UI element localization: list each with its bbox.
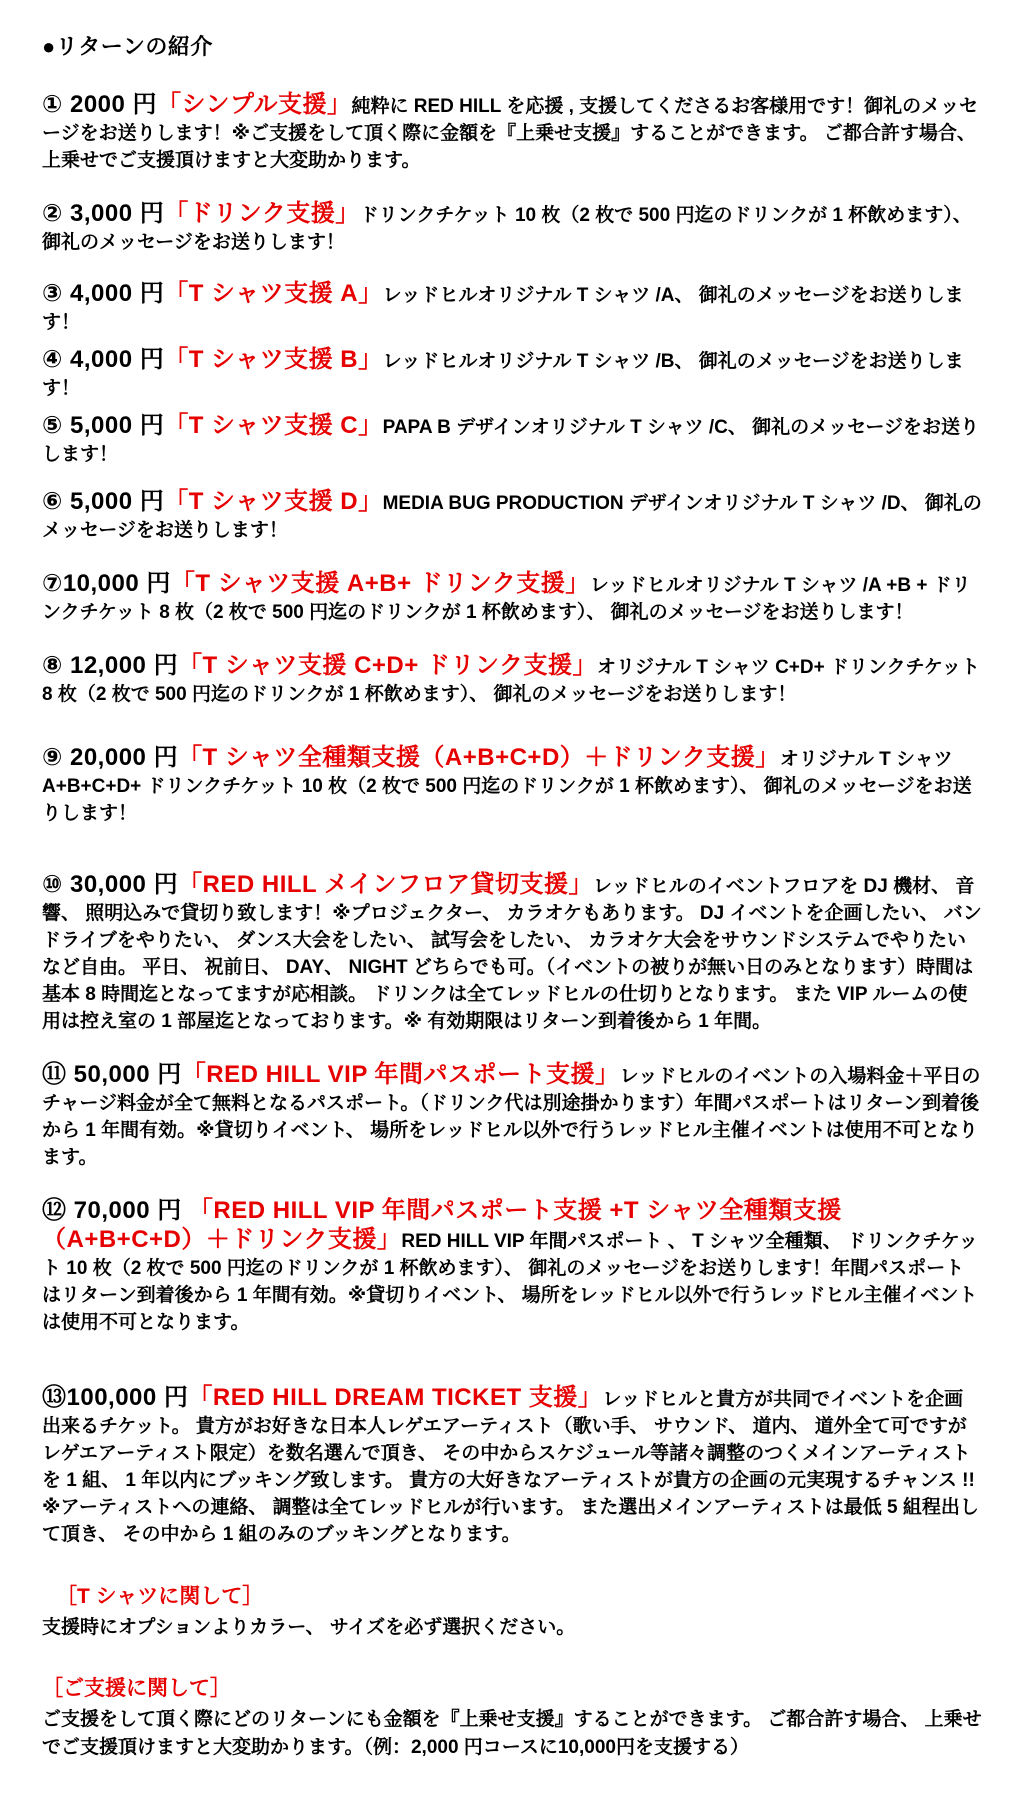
item-2-number-price: ② 3,000 円 bbox=[42, 200, 165, 227]
return-item-6 bbox=[42, 488, 982, 544]
item-2-description: ドリンクチケット 10 枚（2 枚で 500 円迄のドリンクが 1 杯飲めます）、御礼のメッセージをお送りします！ bbox=[42, 205, 972, 253]
item-2-tier-name: 「ドリンク支援」 bbox=[164, 200, 360, 227]
item-10-tier-name: 「RED HILL メインフロア貸切支援」 bbox=[178, 871, 593, 898]
item-13-number-price: ⑬100,000 円 bbox=[42, 1384, 189, 1411]
item-7-description: レッドヒルオリジナル T シャツ /A +B + ドリンクチケット 8 枚（2 枚で 500 円迄のドリンクが 1 杯飲めます）、 御礼のメッセージをお送りします！ bbox=[42, 575, 971, 623]
item-6-description: MEDIA BUG PRODUCTION デザインオリジナル T シャツ /D、 御礼のメッセージをお送りします！ bbox=[42, 493, 982, 541]
return-item-8 bbox=[42, 652, 982, 708]
tshirt-note-heading: ［T シャツに関して］ bbox=[56, 1585, 264, 1608]
item-9-description: オリジナル T シャツ A+B+C+D+ ドリンクチケット 10 枚（2 枚で 500 円迄のドリンクが 1 杯飲めます）、 御礼のメッセージをお送りします！ bbox=[42, 749, 972, 824]
item-5-number-price: ⑤ 5,000 円 bbox=[42, 412, 165, 439]
item-7-number-price: ⑦10,000 円 bbox=[42, 570, 171, 597]
item-13-tier-name: 「RED HILL DREAM TICKET 支援」 bbox=[188, 1384, 603, 1411]
return-item-9 bbox=[42, 744, 982, 827]
item-4-number-price: ④ 4,000 円 bbox=[42, 346, 165, 373]
item-4-tier-name: 「T シャツ支援 B」 bbox=[164, 346, 383, 373]
return-item-13 bbox=[42, 1384, 982, 1548]
item-9-number-price: ⑨ 20,000 円 bbox=[42, 744, 179, 771]
return-item-12 bbox=[42, 1197, 982, 1336]
item-10-number-price: ⑩ 30,000 円 bbox=[42, 871, 179, 898]
tshirt-note-body: 支援時にオプションよりカラー、 サイズを必ず選択ください。 bbox=[42, 1617, 576, 1638]
item-12-number-price: ⑫ 70,000 円 bbox=[42, 1197, 189, 1224]
item-10-description: レッドヒルのイベントフロアを DJ 機材、 音響、 照明込みで貸切り致します！※プロジェクター、 カラオケもあります。 DJ イベントを企画したい、 バンドライブをやりたい、 ダンス大会をしたい、 試写会をしたい、 カラオケ大会をサウンドシステムでやりたいなど自由。 平日、 祝前日、 DAY、 NIGHT どちらでも可。（イベントの被りが無い日のみとなります）時間は基本 8 時間迄となってますが応相談。 ドリンクは全てレッドヒルの仕切りとなります。 また VIP ルームの使用は控え室の 1 部屋迄となっております。※ 有効期限はリターン到着後から 1 年間。 bbox=[42, 876, 982, 1032]
item-9-tier-name: 「T シャツ全種類支援（A+B+C+D）＋ドリンク支援」 bbox=[178, 744, 780, 771]
item-1-tier-name: 「シンプル支援」 bbox=[157, 91, 352, 118]
return-item-2 bbox=[42, 200, 982, 256]
support-note bbox=[42, 1676, 982, 1762]
item-1-description: 純粋に RED HILL を応援 , 支援してくださるお客様用です！御礼のメッセージをお送りします！※ご支援をして頂く際に金額を『上乗せ支援』することができます。 ご都合許す場合、 上乗せでご支援頂けますと大変助かります。 bbox=[42, 96, 979, 171]
return-item-3 bbox=[42, 280, 982, 336]
item-3-number-price: ③ 4,000 円 bbox=[42, 280, 165, 307]
item-5-description: PAPA B デザインオリジナル T シャツ /C、 御礼のメッセージをお送りします！ bbox=[42, 417, 980, 465]
support-note-body: ご支援をして頂く際にどのリターンにも金額を『上乗せ支援』することができます。 ご都合許す場合、 上乗せでご支援頂けますと大変助かります。（例：2,000 円コースに10,000円を支援する） bbox=[42, 1709, 982, 1758]
item-5-tier-name: 「T シャツ支援 C」 bbox=[164, 412, 383, 439]
item-4-description: レッドヒルオリジナル T シャツ /B、 御礼のメッセージをお送りします！ bbox=[42, 351, 964, 399]
item-12-description: RED HILL VIP 年間パスポート 、 T シャツ全種類、 ドリンクチケット 10 枚（2 枚で 500 円迄のドリンクが 1 杯飲めます）、 御礼のメッセージをお送りします！年間パスポートはリターン到着後から 1 年間有効。※貸切りイベント、 場所をレッドヒル以外で行うレッドヒル主催イベントは使用不可となります。 bbox=[42, 1231, 978, 1333]
return-item-5 bbox=[42, 412, 982, 468]
item-8-tier-name: 「T シャツ支援 C+D+ ドリンク支援」 bbox=[178, 652, 597, 679]
return-item-11 bbox=[42, 1061, 982, 1171]
item-13-description: レッドヒルと貴方が共同でイベントを企画出来るチケット。 貴方がお好きな日本人レゲエアーティスト（歌い手、 サウンド、 道内、 道外全て可ですがレゲエアーティスト限定）を数名選んで頂き、 その中からスケジュール等諸々調整のつくメインアーティストを 1 組、 1 年以内にブッキング致します。 貴方の大好きなアーティストが貴方の企画の元実現するチャンス !!※アーティストへの連絡、 調整は全てレッドヒルが行います。 また選出メインアーティストは最低 5 組程出して頂き、 その中から 1 組のみのブッキングとなります。 bbox=[42, 1389, 979, 1545]
item-6-number-price: ⑥ 5,000 円 bbox=[42, 488, 165, 515]
item-7-tier-name: 「T シャツ支援 A+B+ ドリンク支援」 bbox=[170, 570, 590, 597]
item-1-number-price: ① 2000 円 bbox=[42, 91, 158, 118]
item-6-tier-name: 「T シャツ支援 D」 bbox=[164, 488, 383, 515]
item-8-number-price: ⑧ 12,000 円 bbox=[42, 652, 179, 679]
return-item-4 bbox=[42, 346, 982, 402]
item-3-tier-name: 「T シャツ支援 A」 bbox=[164, 280, 383, 307]
return-item-7 bbox=[42, 570, 982, 626]
page-title: ●リターンの紹介 bbox=[42, 34, 213, 59]
tshirt-note bbox=[42, 1584, 982, 1642]
item-3-description: レッドヒルオリジナル T シャツ /A、 御礼のメッセージをお送りします！ bbox=[42, 285, 964, 333]
item-12-tier-name: 「RED HILL VIP 年間パスポート支援 +T シャツ全種類支援（A+B+C+D）＋ドリンク支援」 bbox=[42, 1197, 842, 1253]
return-item-1 bbox=[42, 91, 982, 174]
item-11-tier-name: 「RED HILL VIP 年間パスポート支援」 bbox=[181, 1061, 620, 1088]
item-11-description: レッドヒルのイベントの入場料金＋平日のチャージ料金が全て無料となるパスポート。（ドリンク代は別途掛かります）年間パスポートはリターン到着後から 1 年間有効。※貸切りイベント、 場所をレッドヒル以外で行うレッドヒル主催イベントは使用不可となります。 bbox=[42, 1066, 981, 1168]
item-8-description: オリジナル T シャツ C+D+ ドリンクチケット 8 枚（2 枚で 500 円迄のドリンクが 1 杯飲めます）、 御礼のメッセージをお送りします！ bbox=[42, 657, 980, 705]
return-item-10 bbox=[42, 871, 982, 1035]
support-note-heading: ［ご支援に関して］ bbox=[42, 1677, 231, 1700]
item-11-number-price: ⑪ 50,000 円 bbox=[42, 1061, 182, 1088]
